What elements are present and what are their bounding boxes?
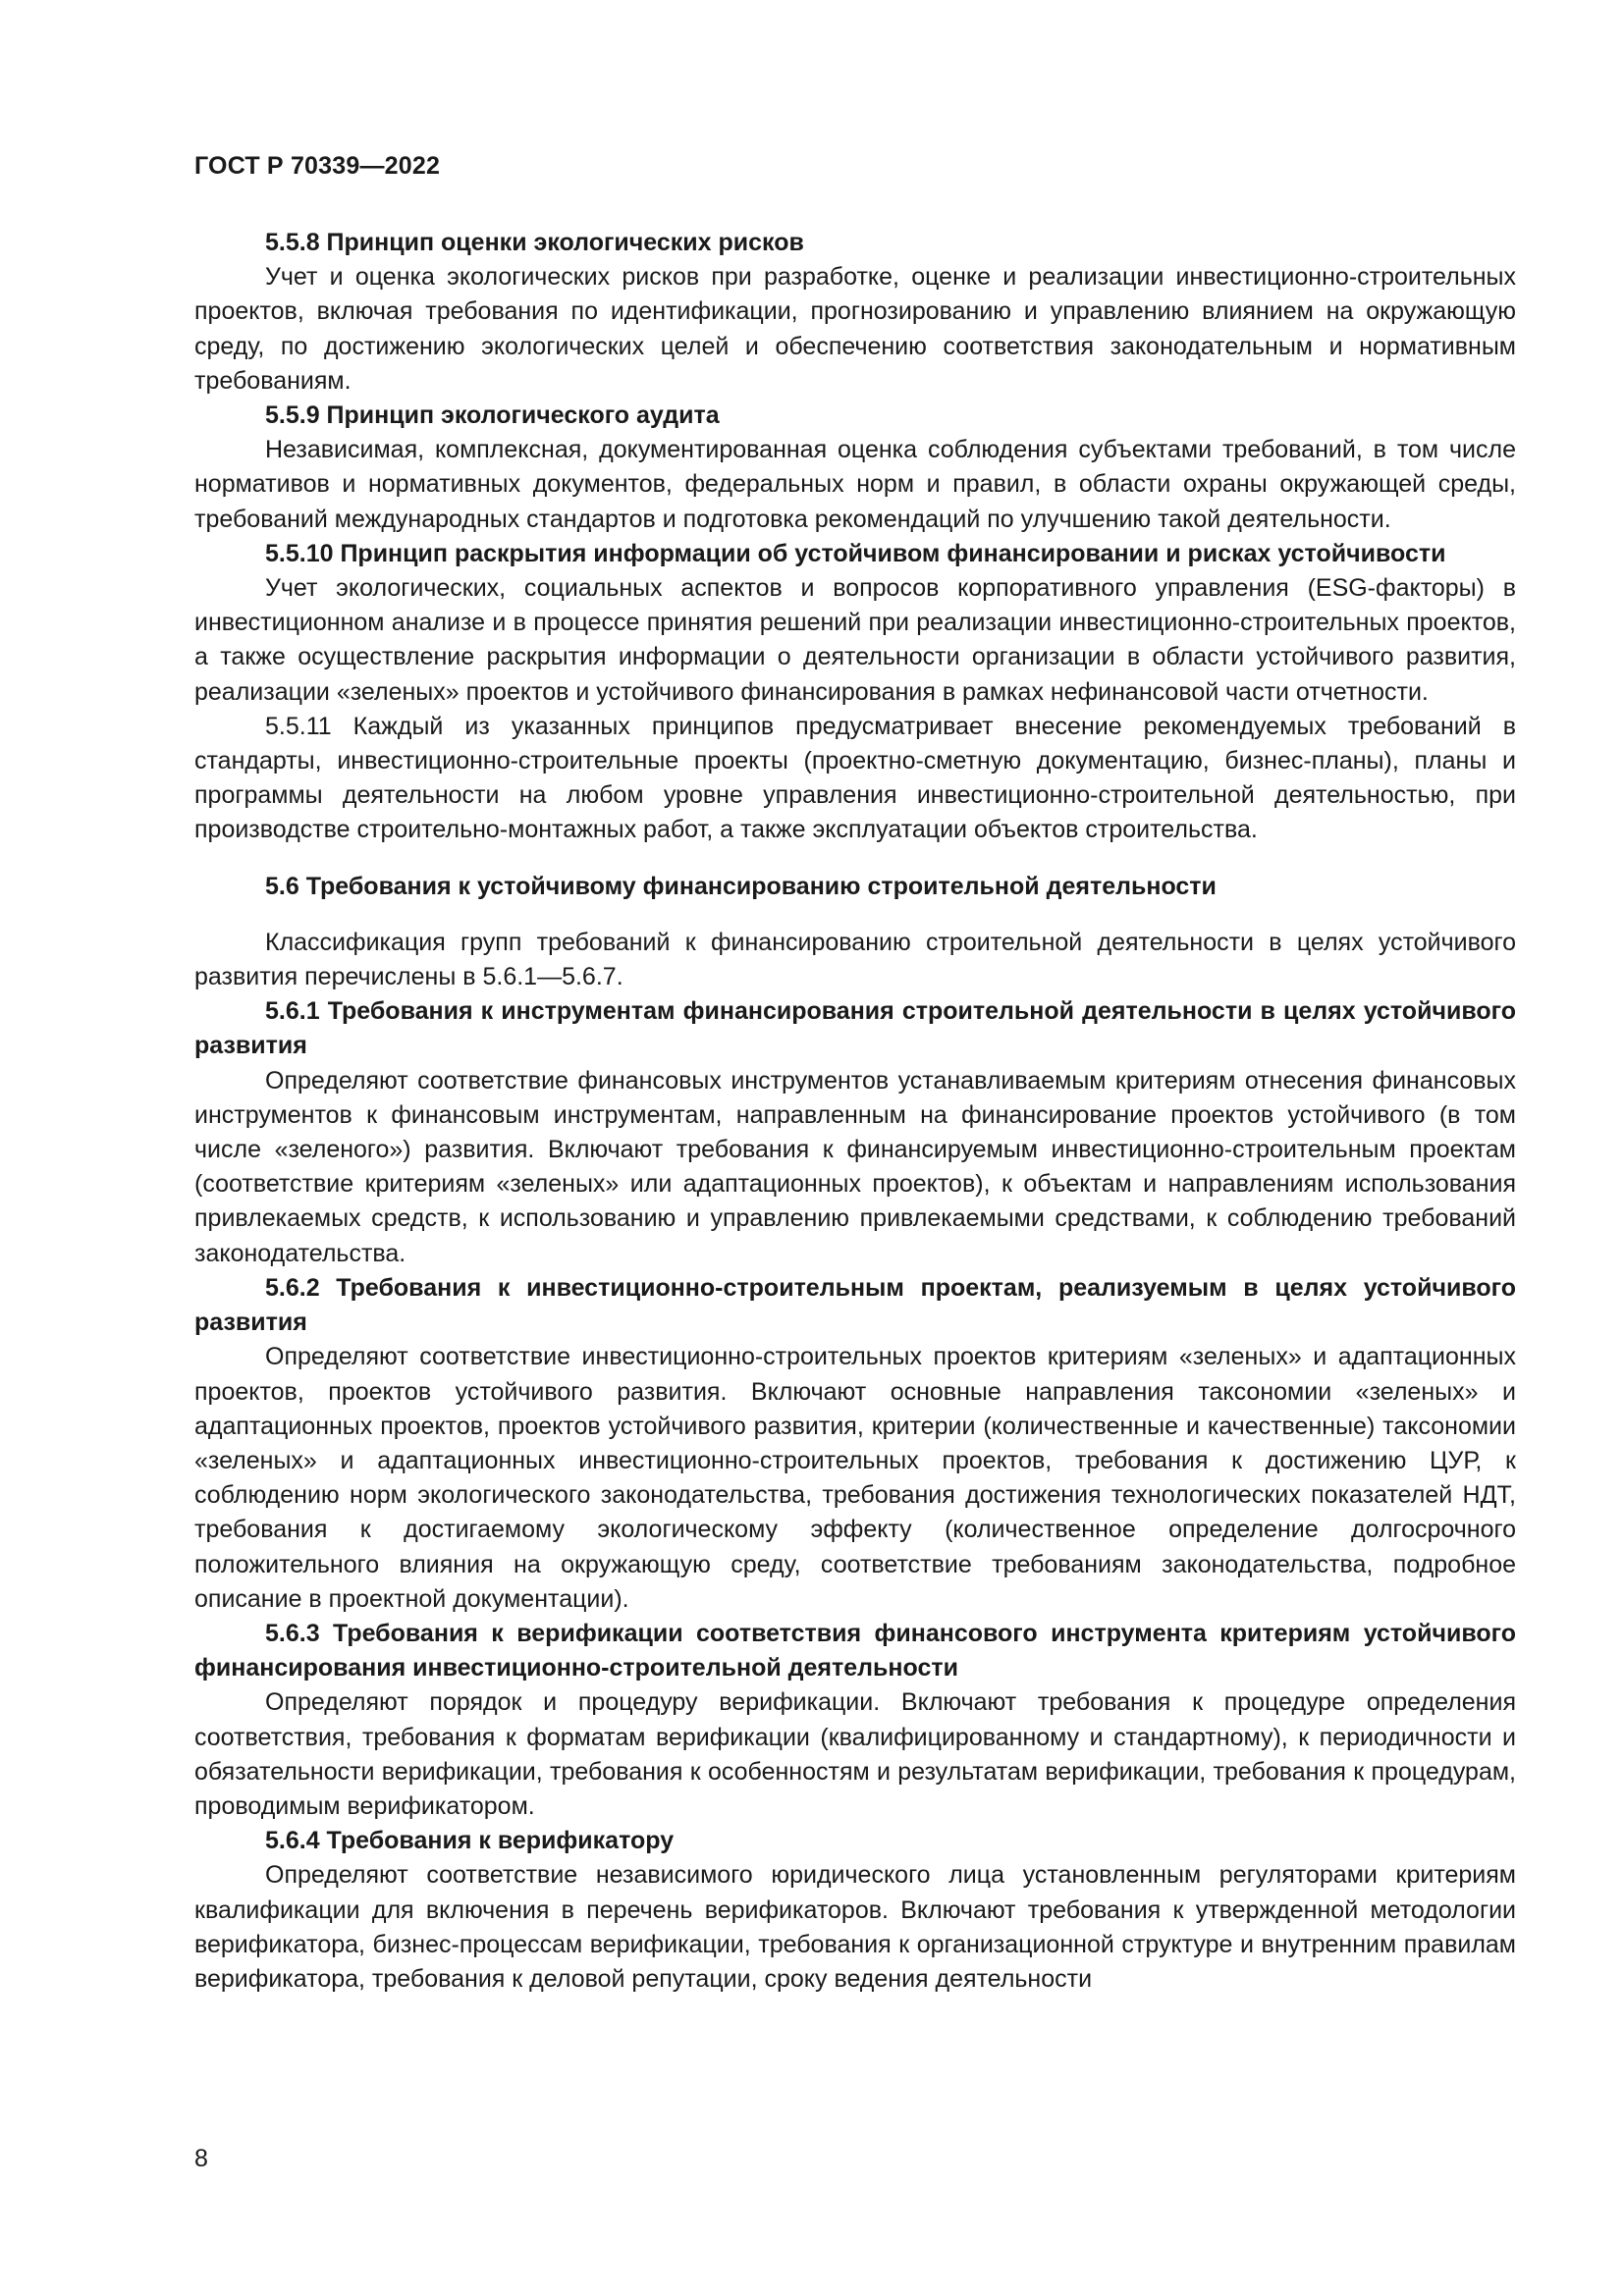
section-heading-5-6: 5.6 Требования к устойчивому финансированию строительной деятельности	[265, 872, 1217, 900]
paragraph: Определяют соответствие финансовых инструментов устанавливаемым критериям отнесения финансовых инструментов к финансовым инструментам, направленным на финансирование проектов устойчивого (в том числе «зеленого») развития. Включают требования к финансируемым инвестиционно-строительным проектам (соответствие критериям «зеленых» или адаптационных проектов), к объектам и направлениям использования привлекаемых средств, к использованию и управлению привлекаемыми средствами, к соблюдению требований законодательства.	[194, 1066, 1516, 1267]
section-heading-5-5-10: 5.5.10 Принцип раскрытия информации об устойчивом финансировании и рисках устойчивости	[265, 539, 1446, 567]
section-heading-5-6-4: 5.6.4 Требования к верификатору	[265, 1827, 675, 1855]
section-heading-5-6-1: 5.6.1 Требования к инструментам финансирования строительной деятельности в целях устойчивого развития	[194, 997, 1516, 1060]
paragraph: Определяют порядок и процедуру верификации. Включают требования к процедуре определения соответствия, требования к форматам верификации (квалифицированному и стандартному), к периодичности и обязательности верификации, требования к особенностям и результатам верификации, требования к процедурам, проводимым верификатором.	[194, 1688, 1516, 1820]
paragraph: Независимая, комплексная, документированная оценка соблюдения субъектами требований, в том числе нормативов и нормативных документов, федеральных норм и правил, в области охраны окружающей среды, требований международных стандартов и подготовка рекомендаций по улучшению такой деятельности.	[194, 436, 1516, 533]
paragraph: Классификация групп требований к финансированию строительной деятельности в целях устойчивого развития перечислены в 5.6.1—5.6.7.	[194, 928, 1516, 991]
document-header: ГОСТ Р 70339—2022	[194, 152, 441, 180]
paragraph: Определяют соответствие независимого юридического лица установленным регуляторами критериям квалификации для включения в перечень верификаторов. Включают требования к утвержденной методологии верификатора, бизнес-процессам верификации, требования к организационной структуре и внутренним правилам верификатора, требования к деловой репутации, сроку ведения деятельности	[194, 1861, 1516, 1993]
section-heading-5-5-8: 5.5.8 Принцип оценки экологических рисков	[265, 229, 804, 256]
page-number: 8	[194, 2145, 208, 2172]
section-heading-5-6-3: 5.6.3 Требования к верификации соответствия финансового инструмента критериям устойчивого финансирования инвестиционно-строительной деятельности	[194, 1619, 1516, 1682]
paragraph: Учет экологических, социальных аспектов и вопросов корпоративного управления (ESG-факторы) в инвестиционном анализе и в процессе принятия решений при реализации инвестиционно-строительных проектов, а также осуществление раскрытия информации о деятельности организации в области устойчивого развития, реализации «зеленых» проектов и устойчивого финансирования в рамках нефинансовой части отчетности.	[194, 574, 1516, 706]
paragraph: Определяют соответствие инвестиционно-строительных проектов критериям «зеленых» и адаптационных проектов, проектов устойчивого развития. Включают основные направления таксономии «зеленых» и адаптационных проектов, проектов устойчивого развития, критерии (количественные и качественные) таксономии «зеленых» и адаптационных инвестиционно-строительных проектов, требования к достижению ЦУР, к соблюдению норм экологического законодательства, требования достижения технологических показателей НДТ, требования к достигаемому экологическому эффекту (количественное определение долгосрочного положительного влияния на окружающую среду, соответствие требованиям законодательства, подробное описание в проектной документации).	[194, 1343, 1516, 1613]
section-heading-5-5-9: 5.5.9 Принцип экологического аудита	[265, 401, 720, 430]
document-body	[194, 226, 1516, 1997]
section-heading-5-6-2: 5.6.2 Требования к инвестиционно-строительным проектам, реализуемым в целях устойчивого развития	[194, 1273, 1516, 1337]
paragraph-5-5-11: 5.5.11 Каждый из указанных принципов предусматривает внесение рекомендуемых требований в стандарты, инвестиционно-строительные проекты (проектно-сметную документацию, бизнес-планы), планы и программы деятельности на любом уровне управления инвестиционно-строительной деятельностью, при производстве строительно-монтажных работ, а также эксплуатации объектов строительства.	[194, 712, 1516, 844]
paragraph: Учет и оценка экологических рисков при разработке, оценке и реализации инвестиционно-строительных проектов, включая требования по идентификации, прогнозированию и управлению влиянием на окружающую среду, по достижению экологических целей и обеспечению соответствия законодательным и нормативным требованиям.	[194, 263, 1516, 395]
